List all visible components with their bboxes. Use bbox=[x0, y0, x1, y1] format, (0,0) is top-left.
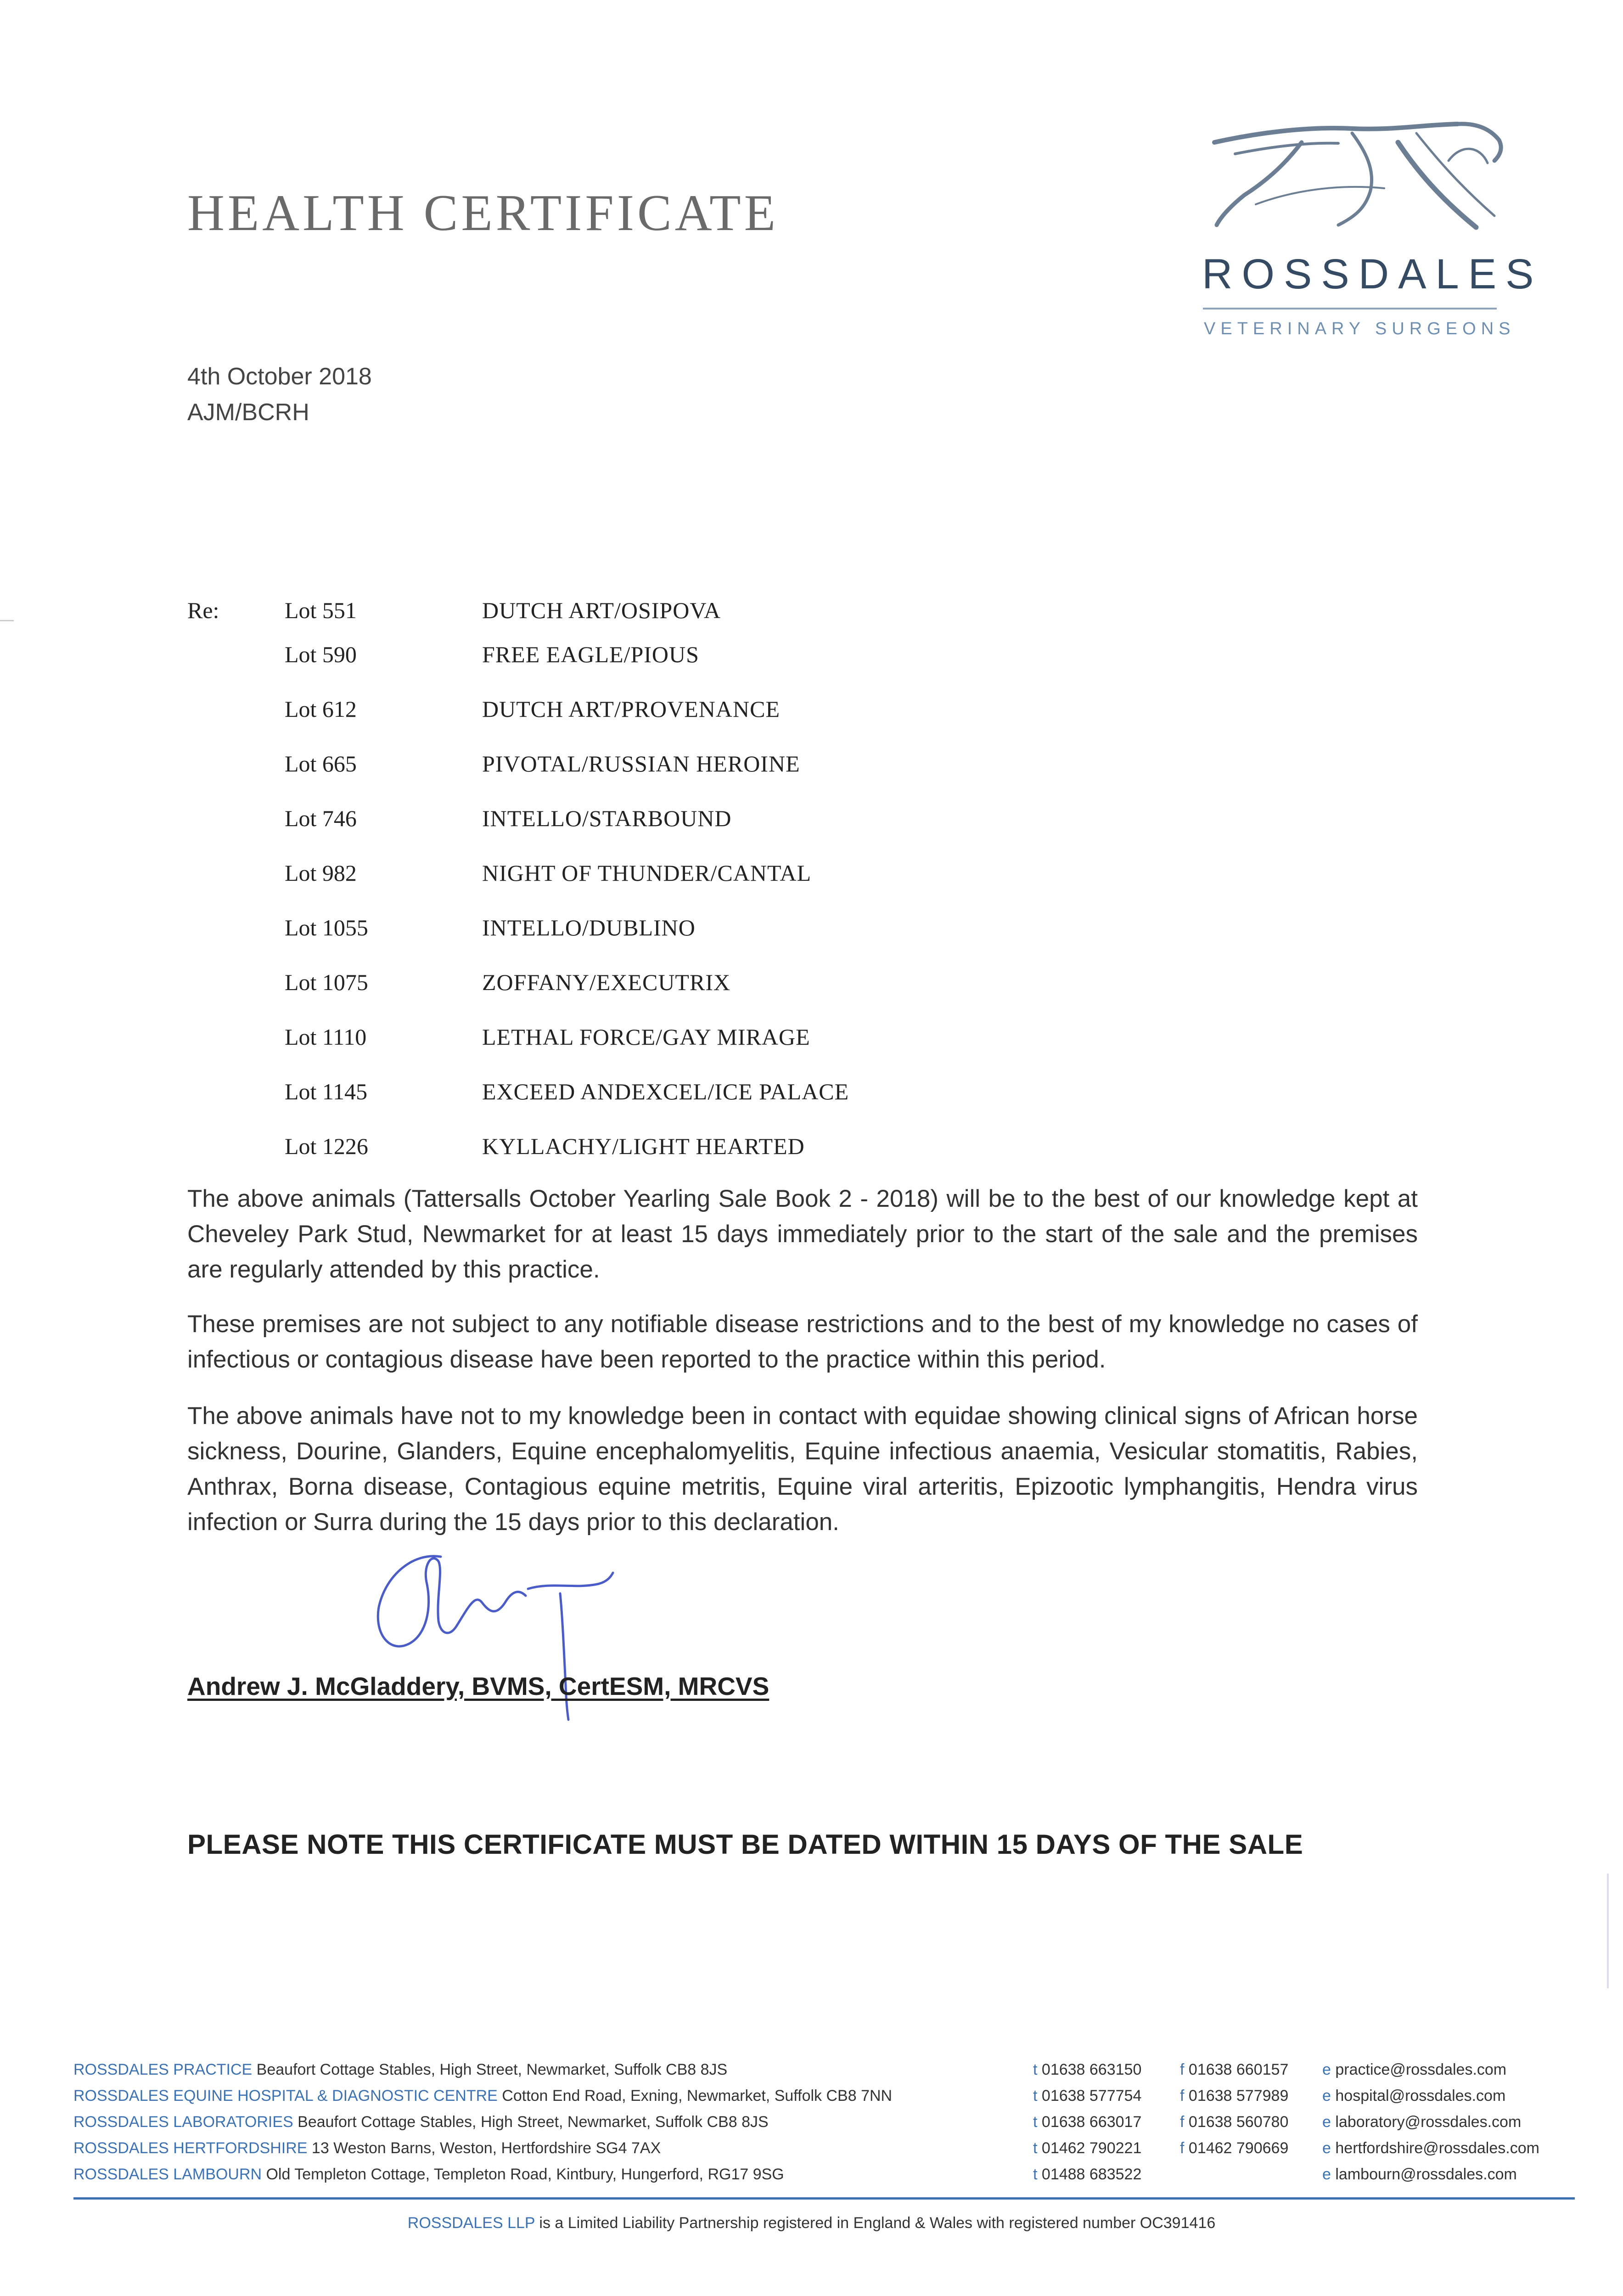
signatory-name: Andrew J. McGladdery, BVMS, CertESM, MRCVS bbox=[187, 1672, 769, 1700]
office-phone: 01488 683522 bbox=[1041, 2166, 1142, 2183]
office-email[interactable]: practice@rossdales.com bbox=[1335, 2061, 1507, 2078]
office-name: ROSSDALES HERTFORDSHIRE bbox=[73, 2139, 308, 2157]
lot-number: Lot 982 bbox=[285, 860, 357, 886]
lot-number: Lot 1110 bbox=[285, 1024, 367, 1050]
paragraph-sale-location: The above animals (Tattersalls October Yearling Sale Book 2 - 2018) will be to the best of our knowledge kept at Cheveley Park Stud, Newmarket for at least 15 days immediately prior to the start of the sale and the premises are regularly attended by this practice. bbox=[187, 1185, 1418, 1283]
office-name: ROSSDALES EQUINE HOSPITAL & DIAGNOSTIC CENTRE bbox=[73, 2087, 498, 2105]
email-prefix: e bbox=[1322, 2061, 1331, 2078]
fax-prefix: f bbox=[1180, 2087, 1185, 2105]
phone-prefix: t bbox=[1033, 2087, 1038, 2105]
email-prefix: e bbox=[1322, 2166, 1331, 2183]
lot-row bbox=[285, 1078, 1019, 1133]
fax-prefix: f bbox=[1180, 2139, 1185, 2157]
office-phone: 01638 663150 bbox=[1041, 2061, 1142, 2078]
office-address: Beaufort Cottage Stables, High Street, Newmarket, Suffolk CB8 8JS bbox=[298, 2113, 769, 2131]
lot-horse-name: FREE EAGLE/PIOUS bbox=[482, 642, 699, 667]
llp-text: is a Limited Liability Partnership registered in England & Wales with registered number OC391416 bbox=[539, 2214, 1216, 2232]
office-fax: 01638 660157 bbox=[1188, 2061, 1289, 2078]
office-email[interactable]: hertfordshire@rossdales.com bbox=[1335, 2139, 1539, 2157]
office-name: ROSSDALES PRACTICE bbox=[73, 2061, 253, 2078]
footer-office-row bbox=[73, 2113, 1575, 2139]
lot-number: Lot 612 bbox=[285, 696, 357, 722]
lot-horse-name: LETHAL FORCE/GAY MIRAGE bbox=[482, 1024, 810, 1050]
office-address: 13 Weston Barns, Weston, Hertfordshire SG4 7AX bbox=[311, 2139, 661, 2157]
lot-horse-name: PIVOTAL/RUSSIAN HEROINE bbox=[482, 751, 800, 777]
letter-date: 4th October 2018 bbox=[187, 363, 372, 390]
lot-row bbox=[285, 860, 1019, 914]
office-email[interactable]: laboratory@rossdales.com bbox=[1335, 2113, 1522, 2131]
office-phone: 01462 790221 bbox=[1041, 2139, 1142, 2157]
footer-registration bbox=[0, 2214, 1623, 2232]
email-prefix: e bbox=[1322, 2139, 1331, 2157]
logo-subtitle: VETERINARY SURGEONS bbox=[1204, 319, 1516, 338]
lot-horse-name: DUTCH ART/OSIPOVA bbox=[482, 597, 721, 623]
paragraph-disease-contact: The above animals have not to my knowledge been in contact with equidae showing clinical signs of African horse sickness, Dourine, Glanders, Equine encephalomyelitis, Equine infectious anaemia, Vesicular stomatitis, Rabies, Anthrax, Borna disease, Contagious equine metritis, Equine viral arteritis, Epizootic lymphangitis, Hendra virus infection or Surra during the 15 days prior to this declaration. bbox=[187, 1402, 1418, 1536]
office-fax: 01638 577989 bbox=[1188, 2087, 1289, 2105]
llp-name: ROSSDALES LLP bbox=[407, 2214, 535, 2232]
lot-row bbox=[285, 750, 1019, 805]
footer-office-row bbox=[73, 2166, 1575, 2192]
email-prefix: e bbox=[1322, 2087, 1331, 2105]
lot-row bbox=[285, 1133, 1019, 1187]
lot-row bbox=[285, 641, 1019, 696]
lot-number: Lot 1055 bbox=[285, 915, 368, 940]
lot-horse-name: NIGHT OF THUNDER/CANTAL bbox=[482, 860, 812, 886]
office-fax: 01638 560780 bbox=[1188, 2113, 1289, 2131]
lot-horse-name: KYLLACHY/LIGHT HEARTED bbox=[482, 1133, 805, 1159]
lot-number: Lot 1145 bbox=[285, 1079, 368, 1104]
logo-divider bbox=[1203, 308, 1497, 310]
email-prefix: e bbox=[1322, 2113, 1331, 2131]
lot-number: Lot 746 bbox=[285, 805, 357, 831]
footer-office-row bbox=[73, 2061, 1575, 2087]
letter-reference: AJM/BCRH bbox=[187, 399, 309, 426]
office-fax: 01462 790669 bbox=[1188, 2139, 1289, 2157]
office-name: ROSSDALES LABORATORIES bbox=[73, 2113, 293, 2131]
rossdales-logo bbox=[1189, 115, 1511, 354]
phone-prefix: t bbox=[1033, 2166, 1038, 2183]
office-address: Cotton End Road, Exning, Newmarket, Suffolk CB8 7NN bbox=[502, 2087, 893, 2105]
document-title: HEALTH CERTIFICATE bbox=[187, 185, 779, 242]
lot-number: Lot 1075 bbox=[285, 969, 368, 995]
lot-number: Lot 551 bbox=[285, 597, 357, 623]
lot-horse-name: INTELLO/DUBLINO bbox=[482, 915, 696, 940]
footer-office-row bbox=[73, 2139, 1575, 2166]
lot-horse-name: DUTCH ART/PROVENANCE bbox=[482, 696, 780, 722]
lot-number: Lot 590 bbox=[285, 642, 357, 667]
office-email[interactable]: lambourn@rossdales.com bbox=[1335, 2166, 1517, 2183]
lot-row bbox=[285, 969, 1019, 1024]
lot-horse-name: INTELLO/STARBOUND bbox=[482, 805, 732, 831]
lot-number: Lot 1226 bbox=[285, 1133, 368, 1159]
office-address: Old Templeton Cottage, Templeton Road, Kintbury, Hungerford, RG17 9SG bbox=[266, 2166, 784, 2183]
lot-number: Lot 665 bbox=[285, 751, 357, 777]
phone-prefix: t bbox=[1033, 2113, 1038, 2131]
office-name: ROSSDALES LAMBOURN bbox=[73, 2166, 262, 2183]
lot-row bbox=[285, 597, 1019, 641]
fax-prefix: f bbox=[1180, 2113, 1185, 2131]
fax-prefix: f bbox=[1180, 2061, 1185, 2078]
footer-rule bbox=[73, 2197, 1575, 2200]
paragraph-premises: These premises are not subject to any notifiable disease restrictions and to the best of my knowledge no cases of infectious or contagious disease have been reported to the practice within this period. bbox=[187, 1311, 1418, 1373]
re-label: Re: bbox=[187, 597, 219, 623]
lot-row bbox=[285, 1024, 1019, 1078]
office-email[interactable]: hospital@rossdales.com bbox=[1335, 2087, 1506, 2105]
phone-prefix: t bbox=[1033, 2139, 1038, 2157]
scan-edge-mark bbox=[0, 620, 14, 621]
lot-horse-name: EXCEED ANDEXCEL/ICE PALACE bbox=[482, 1079, 849, 1104]
lot-horse-name: ZOFFANY/EXECUTRIX bbox=[482, 969, 731, 995]
office-phone: 01638 663017 bbox=[1041, 2113, 1142, 2131]
lot-row bbox=[285, 805, 1019, 860]
phone-prefix: t bbox=[1033, 2061, 1038, 2078]
logo-wordmark: ROSSDALES bbox=[1202, 251, 1543, 298]
lot-row bbox=[285, 914, 1019, 969]
lot-list bbox=[285, 597, 1019, 1187]
scan-edge-shadow bbox=[1607, 1874, 1609, 1988]
lot-row bbox=[285, 696, 1019, 750]
footer-offices bbox=[73, 2061, 1575, 2192]
office-phone: 01638 577754 bbox=[1041, 2087, 1142, 2105]
office-address: Beaufort Cottage Stables, High Street, Newmarket, Suffolk CB8 8JS bbox=[256, 2061, 728, 2078]
certificate-note: PLEASE NOTE THIS CERTIFICATE MUST BE DATED WITHIN 15 DAYS OF THE SALE bbox=[187, 1829, 1303, 1860]
horse-logo-icon bbox=[1201, 115, 1504, 243]
footer-office-row bbox=[73, 2087, 1575, 2113]
